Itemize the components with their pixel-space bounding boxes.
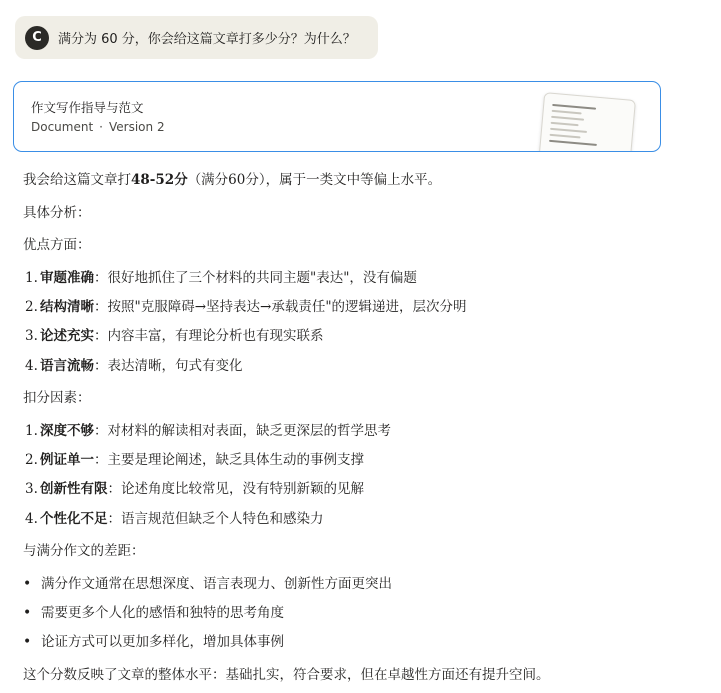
gap-item: • 需要更多个人化的感悟和独特的思考角度 <box>23 605 284 621</box>
gap-item: • 论证方式可以更加多样化，增加具体事例 <box>23 634 284 650</box>
artifact-version: Version 2 <box>109 120 165 134</box>
artifact-type: Document <box>31 120 94 134</box>
deduction-item: 2. 例证单一：主要是理论阐述，缺乏具体生动的事例支撑 <box>25 452 364 468</box>
user-avatar: C <box>25 26 49 50</box>
artifact-title: 作文写作指导与范文 <box>31 100 144 115</box>
intro-paragraph: 我会给这篇文章打48-52分（满分60分），属于一类文中等偏上水平。 <box>23 172 442 188</box>
strength-item: 4. 语言流畅：表达清晰，句式有变化 <box>25 358 243 374</box>
strength-item: 1. 审题准确：很好地抓住了三个材料的共同主题"表达"，没有偏题 <box>25 270 417 286</box>
score-range: 48-52分 <box>131 172 188 188</box>
deductions-heading: 扣分因素： <box>23 390 91 406</box>
analysis-heading: 具体分析： <box>23 205 91 221</box>
deduction-item: 1. 深度不够：对材料的解读相对表面，缺乏更深层的哲学思考 <box>25 423 391 439</box>
conclusion-paragraph: 这个分数反映了文章的整体水平：基础扎实，符合要求，但在卓越性方面还有提升空间。 <box>23 667 550 683</box>
artifact-separator: · <box>99 120 103 134</box>
artifact-thumbnail <box>538 92 636 152</box>
deduction-item: 3. 创新性有限：论述角度比较常见，没有特别新颖的见解 <box>25 481 364 497</box>
artifact-card[interactable] <box>13 81 661 152</box>
deduction-item: 4. 个性化不足：语言规范但缺乏个人特色和感染力 <box>25 511 324 527</box>
artifact-meta <box>31 120 165 134</box>
strength-item: 2. 结构清晰：按照"克服障碍→坚持表达→承载责任"的逻辑递进，层次分明 <box>25 299 467 315</box>
user-message <box>15 16 378 59</box>
gap-item: • 满分作文通常在思想深度、语言表现力、创新性方面更突出 <box>23 576 392 592</box>
strengths-heading: 优点方面： <box>23 237 91 253</box>
gap-heading: 与满分作文的差距： <box>23 543 145 559</box>
strength-item: 3. 论述充实：内容丰富，有理论分析也有现实联系 <box>25 328 324 344</box>
user-message-text: 满分为 60 分，你会给这篇文章打多少分？为什么？ <box>58 32 356 47</box>
